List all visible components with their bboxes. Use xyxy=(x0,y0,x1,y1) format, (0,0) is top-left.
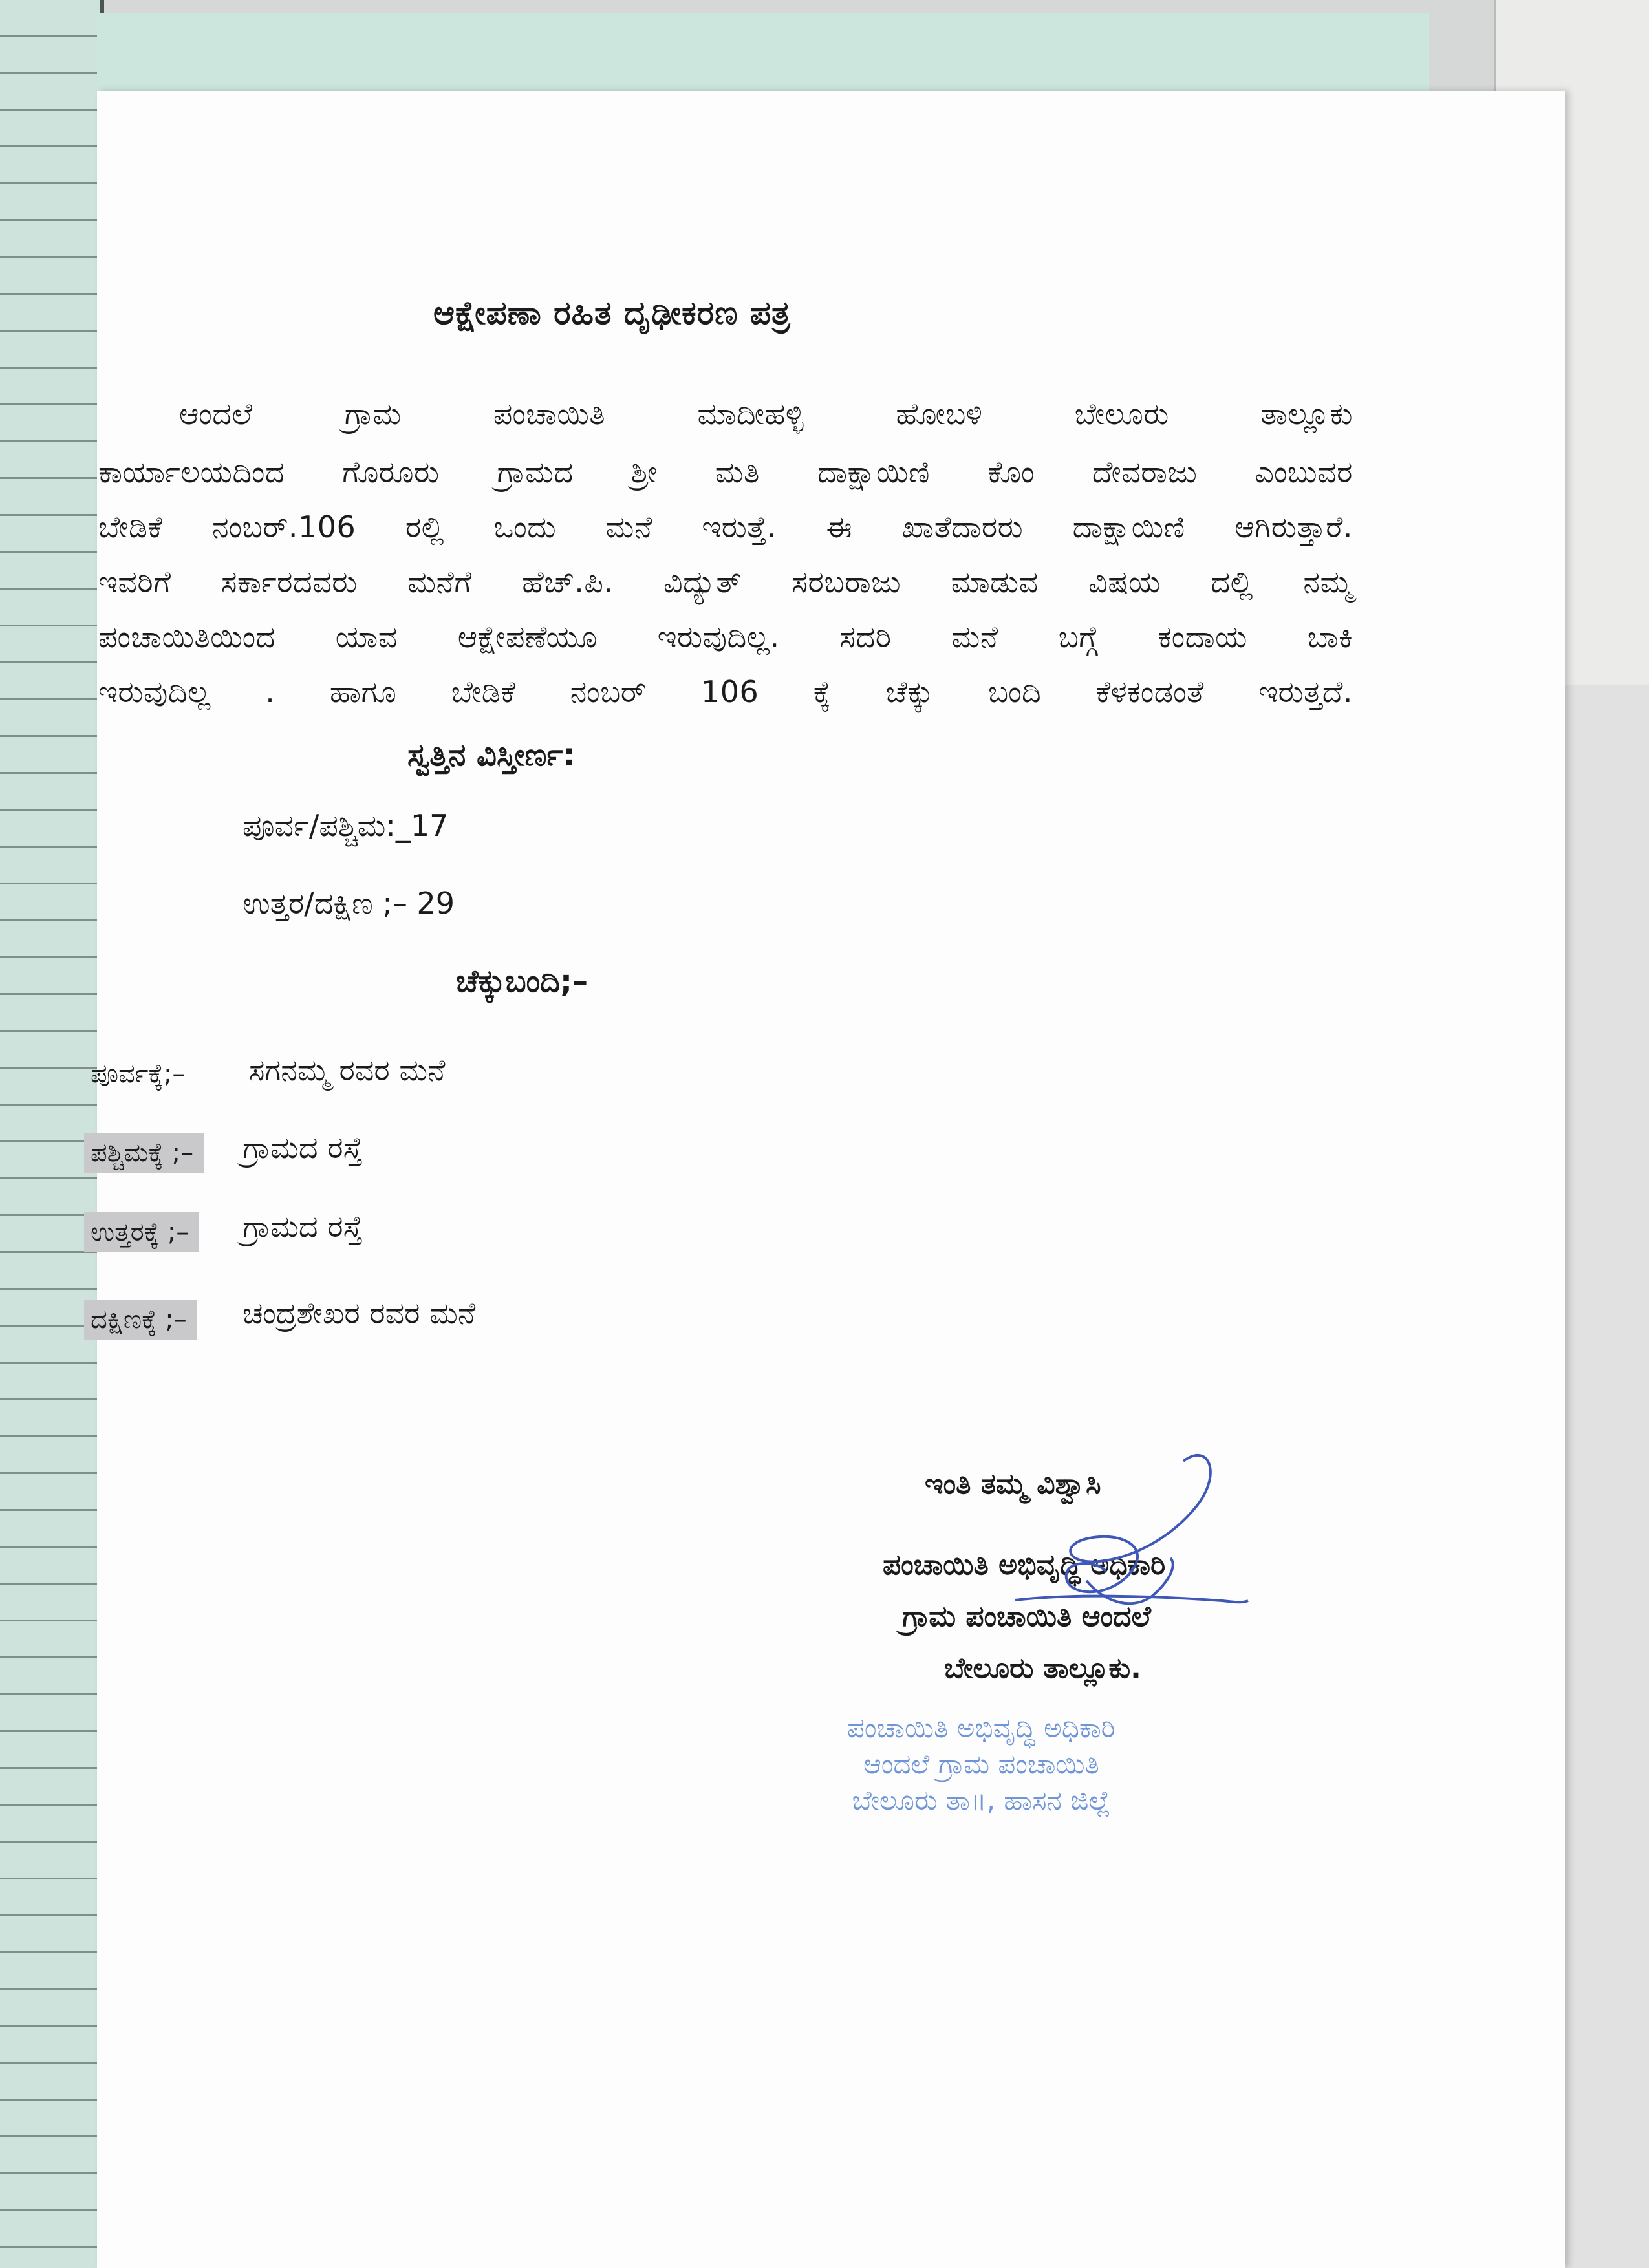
boundary-label-east: ಪೂರ್ವಕ್ಕೆ;– xyxy=(91,1059,186,1089)
boundary-value-west: ಗ್ರಾಮದ ರಸ್ತೆ xyxy=(242,1130,363,1165)
seal-line-2: ಆಂದಲೆ ಗ್ರಾಮ ಪಂಚಾಯಿತಿ xyxy=(863,1748,1099,1780)
document-page xyxy=(91,91,1565,2268)
handwritten-signature xyxy=(938,1448,1274,1668)
boundary-label-south: ದಕ್ಷಿಣಕ್ಕೆ ;– xyxy=(84,1300,197,1340)
boundary-value-east: ಸಗನಮ್ಮ ರವರ ಮನೆ xyxy=(249,1053,446,1087)
signature-taluk: ಬೇಲೂರು ತಾಲ್ಲೂಕು. xyxy=(944,1652,1141,1685)
body-line: ಆಂದಲೆ ಗ್ರಾಮ ಪಂಚಾಯಿತಿ ಮಾದೀಹಳ್ಳಿ ಹೋಬಳಿ ಬೇಲೂರು ತಾಲ್ಲೂಕು xyxy=(179,396,1353,431)
seal-line-3: ಬೇಲೂರು ತಾ॥, ಹಾಸನ ಜಿಲ್ಲೆ xyxy=(852,1784,1111,1816)
body-line: ಬೇಡಿಕೆ ನಂಬರ್.106 ರಲ್ಲಿ ಒಂದು ಮನೆ ಇರುತ್ತೆ. ಈ ಖಾತೆದಾರರು ದಾಕ್ಷಾಯಿಣಿ ಆಗಿರುತ್ತಾರೆ. xyxy=(98,509,1353,544)
boundary-label-west: ಪಶ್ಚಿಮಕ್ಕೆ ;– xyxy=(84,1133,204,1173)
dimension-east-west: ಪೂರ್ವ/ಪಶ್ಚಿಮ:_17 xyxy=(242,808,449,843)
signature-office: ಗ್ರಾಮ ಪಂಚಾಯಿತಿ ಆಂದಲೆ xyxy=(902,1600,1151,1633)
boundaries-heading: ಚೆಕ್ಕುಬಂದಿ;– xyxy=(456,963,588,1000)
document-title: ಆಕ್ಷೇಪಣಾ ರಹಿತ ದೃಢೀಕರಣ ಪತ್ರ xyxy=(433,294,791,332)
body-line: ಇರುವುದಿಲ್ಲ . ಹಾಗೂ ಬೇಡಿಕೆ ನಂಬರ್ 106 ಕ್ಕೆ ಚೆಕ್ಕು ಬಂದಿ ಕೆಳಕಂಡಂತೆ ಇರುತ್ತದೆ. xyxy=(98,674,1353,709)
dimension-north-south: ಉತ್ತರ/ದಕ್ಷಿಣ ;– 29 xyxy=(242,886,455,921)
boundary-value-south: ಚಂದ್ರಶೇಖರ ರವರ ಮನೆ xyxy=(242,1296,476,1331)
seal-line-1: ಪಂಚಾಯಿತಿ ಅಭಿವೃದ್ಧಿ ಅಧಿಕಾರಿ xyxy=(847,1712,1116,1744)
signature-officer: ಪಂಚಾಯಿತಿ ಅಭಿವೃದ್ಧಿ ಅಧಿಕಾರಿ xyxy=(883,1548,1166,1581)
site-area-heading: ಸ್ವತ್ತಿನ ವಿಸ್ತೀರ್ಣ: xyxy=(407,737,576,773)
boundary-value-north: ಗ್ರಾಮದ ರಸ್ತೆ xyxy=(242,1209,363,1244)
boundary-label-north: ಉತ್ತರಕ್ಕೆ ;– xyxy=(84,1212,199,1252)
body-line: ಕಾರ್ಯಾಲಯದಿಂದ ಗೊರೂರು ಗ್ರಾಮದ ಶ್ರೀ ಮತಿ ದಾಕ್ಷಾಯಿಣಿ ಕೊಂ ದೇವರಾಜು ಎಂಬುವರ xyxy=(98,455,1353,489)
signature-closing: ಇಂತಿ ತಮ್ಮ ವಿಶ್ವಾಸಿ xyxy=(925,1468,1101,1501)
official-seal xyxy=(847,1710,1116,1819)
body-line: ಪಂಚಾಯಿತಿಯಿಂದ ಯಾವ ಆಕ್ಷೇಪಣೆಯೂ ಇರುವುದಿಲ್ಲ. ಸದರಿ ಮನೆ ಬಗ್ಗೆ ಕಂದಾಯ ಬಾಕಿ xyxy=(98,619,1353,654)
body-line: ಇವರಿಗೆ ಸರ್ಕಾರದವರು ಮನೆಗೆ ಹೆಚ್.ಪಿ. ವಿದ್ಯುತ್ ಸರಬರಾಜು ಮಾಡುವ ವಿಷಯ ದಲ್ಲಿ ನಮ್ಮ xyxy=(98,564,1353,599)
